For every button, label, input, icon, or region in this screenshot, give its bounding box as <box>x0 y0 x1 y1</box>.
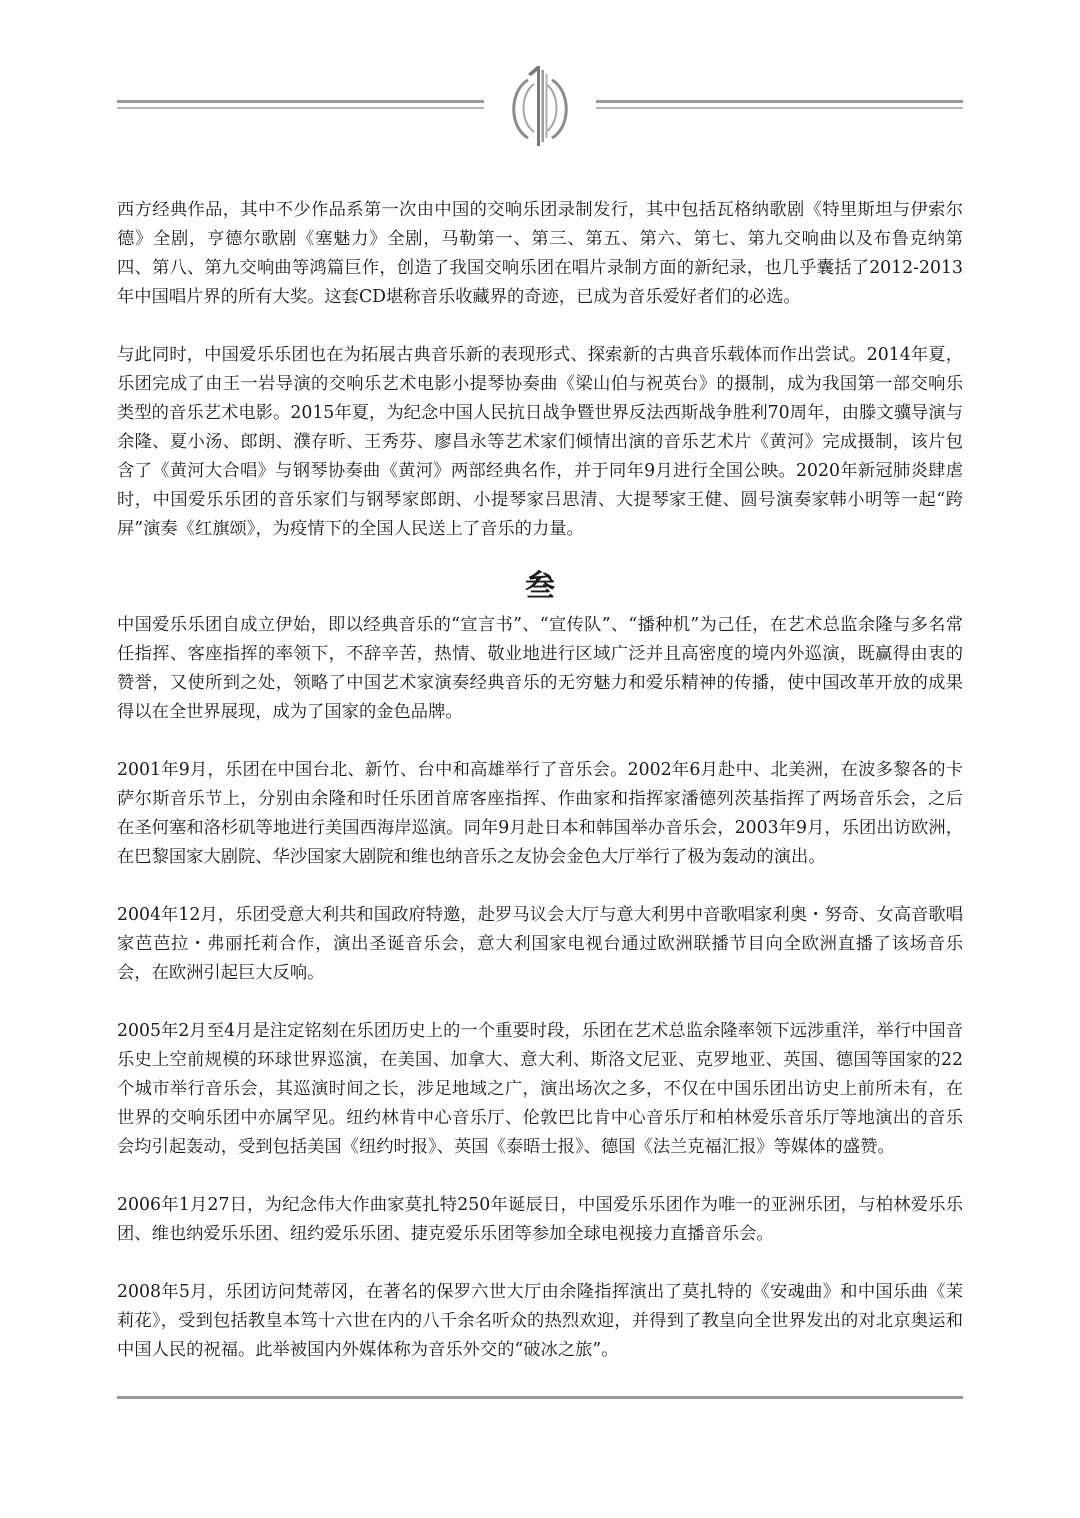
paragraph-2004: 2004年12月，乐团受意大利共和国政府特邀，赴罗马议会大厅与意大利男中音歌唱家利奥・努奇、女高音歌唱家芭芭拉・弗丽托莉合作，演出圣诞音乐会，意大利国家电视台通过欧洲联播节目向全欧洲直播了该场音乐会，在欧洲引起巨大反响。 <box>117 905 963 983</box>
paragraph-2006: 2006年1月27日，为纪念伟大作曲家莫扎特250年诞辰日，中国爱乐乐团作为唯一的亚洲乐团，与柏林爱乐乐团、维也纳爱乐乐团、纽约爱乐乐团、捷克爱乐乐团等参加全球电视接力直播音乐会。 <box>117 1195 963 1244</box>
article-body <box>117 196 963 1394</box>
paragraph-films: 与此同时，中国爱乐乐团也在为拓展古典音乐新的表现形式、探索新的古典音乐载体而作出尝试。2014年夏，乐团完成了由王一岩导演的交响乐艺术电影小提琴协奏曲《梁山伯与祝英台》的摄制，成为我国第一部交响乐类型的音乐艺术电影。2015年夏，为纪念中国人民抗日战争暨世界反法西斯战争胜利70周年，由滕文骥导演与余隆、夏小汤、郎朗、濮存昕、王秀芬、廖昌永等艺术家们倾情出演的音乐艺术片《黄河》完成摄制，该片包含了《黄河大合唱》与钢琴协奏曲《黄河》两部经典名作，并于同年9月进行全国公映。2020年新冠肺炎肆虐时，中国爱乐乐团的音乐家们与钢琴家郎朗、小提琴家吕思清、大提琴家王健、圆号演奏家韩小明等一起“跨屏”演奏《红旗颂》，为疫情下的全国人民送上了音乐的力量。 <box>117 345 963 539</box>
paragraph-mission: 中国爱乐乐团自成立伊始，即以经典音乐的“宣言书”、“宣传队”、“播种机”为己任，在艺术总监余隆与多名常任指挥、客座指挥的率领下，不辞辛苦，热情、敬业地进行区域广泛并且高密度的境内外巡演，既赢得由衷的赞誉，又使所到之处，领略了中国艺术家演奏经典音乐的无穷魅力和爱乐精神的传播，使中国改革开放的成果得以在全世界展现，成为了国家的金色品牌。 <box>117 615 963 722</box>
paragraph-recordings: 西方经典作品，其中不少作品系第一次由中国的交响乐团录制发行，其中包括瓦格纳歌剧《特里斯坦与伊索尔德》全剧，亨德尔歌剧《塞魅力》全剧，马勒第一、第三、第五、第六、第七、第九交响曲以及布鲁克纳第四、第八、第九交响曲等鸿篇巨作，创造了我国交响乐团在唱片录制方面的新纪录，也几乎囊括了2012-2013年中国唱片界的所有大奖。这套CD堪称音乐收藏界的奇迹，已成为音乐爱好者们的必选。 <box>117 200 963 307</box>
header-rule-right <box>596 100 963 114</box>
orchestra-logo-icon <box>500 60 580 156</box>
paragraph-2001: 2001年9月，乐团在中国台北、新竹、台中和高雄举行了音乐会。2002年6月赴中、北美洲，在波多黎各的卡萨尔斯音乐节上，分别由余隆和时任乐团首席客座指挥、作曲家和指挥家潘德列茨基指挥了两场音乐会，之后在圣何塞和洛杉矶等地进行美国西海岸巡演。同年9月赴日本和韩国举办音乐会，2003年9月，乐团出访欧洲，在巴黎国家大剧院、华沙国家大剧院和维也纳音乐之友协会金色大厅举行了极为轰动的演出。 <box>117 760 963 867</box>
footer-rule <box>117 1396 963 1399</box>
header-rule-left <box>117 100 484 114</box>
paragraph-2008: 2008年5月，乐团访问梵蒂冈，在著名的保罗六世大厅由余隆指挥演出了莫扎特的《安魂曲》和中国乐曲《茉莉花》，受到包括教皇本笃十六世在内的八千余名听众的热烈欢迎，并得到了教皇向全世界发出的对北京奥运和中国人民的祝福。此举被国内外媒体称为音乐外交的“破冰之旅”。 <box>117 1282 963 1360</box>
section-heading: 叁 <box>525 569 555 604</box>
paragraph-2005: 2005年2月至4月是注定铭刻在乐团历史上的一个重要时段，乐团在艺术总监余隆率领下远涉重洋，举行中国音乐史上空前规模的环球世界巡演，在美国、加拿大、意大利、斯洛文尼亚、克罗地亚、英国、德国等国家的22个城市举行音乐会，其巡演时间之长，涉足地域之广，演出场次之多，不仅在中国乐团出访史上前所未有，在世界的交响乐团中亦属罕见。纽约林肯中心音乐厅、伦敦巴比肯中心音乐厅和柏林爱乐音乐厅等地演出的音乐会均引起轰动，受到包括美国《纽约时报》、英国《泰晤士报》、德国《法兰克福汇报》等媒体的盛赞。 <box>117 1021 963 1157</box>
